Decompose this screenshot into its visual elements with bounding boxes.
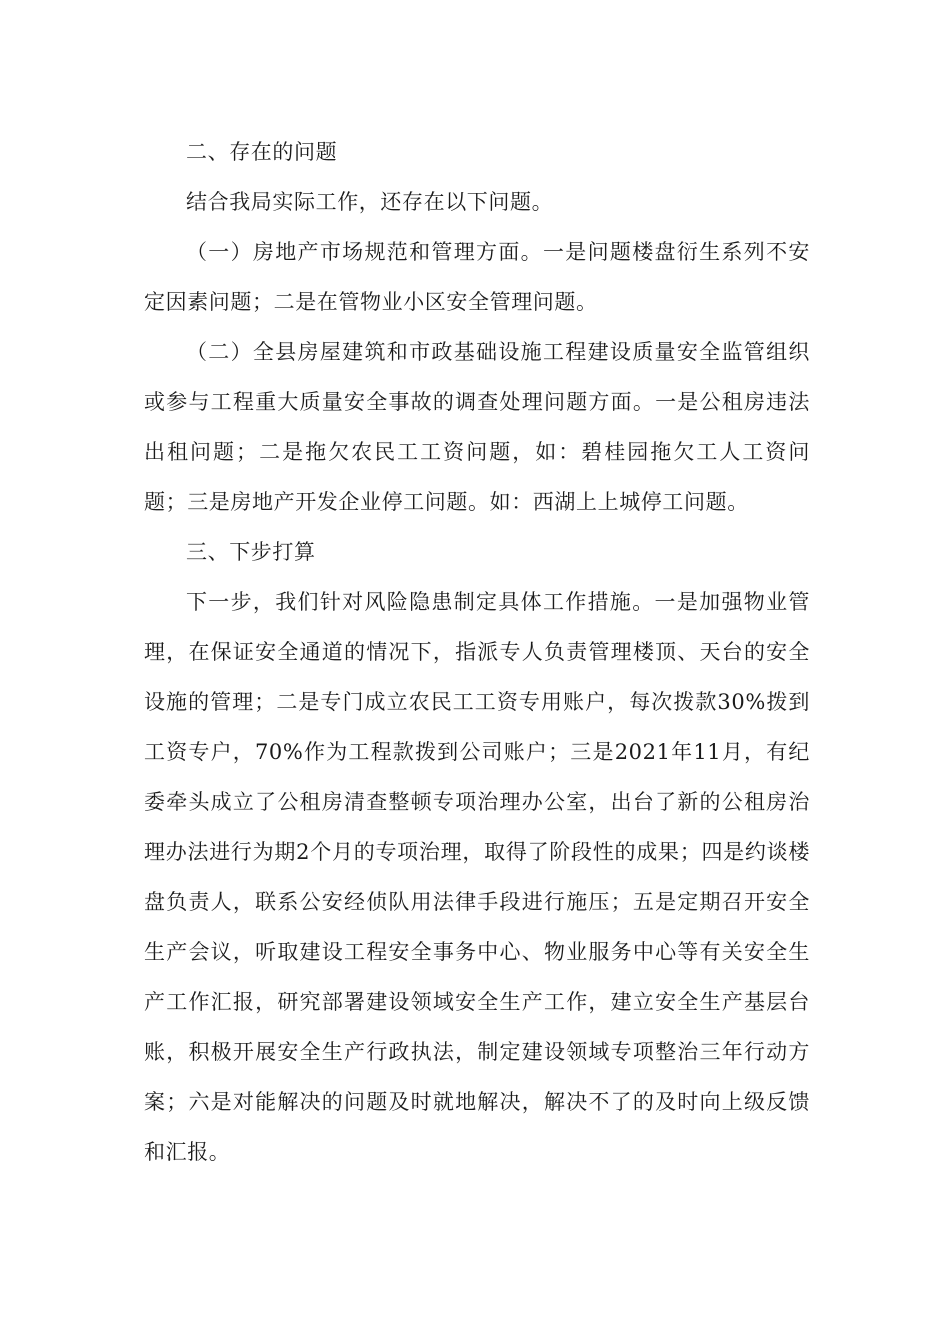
paragraph-next-steps: 下一步，我们针对风险隐患制定具体工作措施。一是加强物业管理，在保证安全通道的情况下，指派专人负责管理楼顶、天台的安全设施的管理；二是专门成立农民工工资专用账户，每次拨款30%拨到工资专户，70%作为工程款拨到公司账户；三是2021年11月，有纪委牵头成立了公租房清查整顿专项治理办公室，出台了新的公租房治理办法进行为期2个月的专项治理，取得了阶段性的成果；四是约谈楼盘负责人，联系公安经侦队用法律手段进行施压；五是定期召开安全生产会议，听取建设工程安全事务中心、物业服务中心等有关安全生产工作汇报，研究部署建设领域安全生产工作，建立安全生产基层台账，积极开展安全生产行政执法，制定建设领域专项整治三年行动方案；六是对能解决的问题及时就地解决，解决不了的及时向上级反馈和汇报。 bbox=[144, 590, 810, 1164]
document-body bbox=[144, 127, 810, 1177]
paragraph-intro: 结合我局实际工作，还存在以下问题。 bbox=[186, 190, 554, 214]
paragraph-item-2: （二）全县房屋建筑和市政基础设施工程建设质量安全监管组织或参与工程重大质量安全事故的调查处理问题方面。一是公租房违法出租问题；二是拖欠农民工工资问题，如：碧桂园拖欠工人工资问题；三是房地产开发企业停工问题。如：西湖上上城停工问题。 bbox=[144, 340, 810, 514]
section-heading-next-steps: 三、下步打算 bbox=[186, 540, 316, 564]
section-heading-problems: 二、存在的问题 bbox=[186, 140, 338, 164]
paragraph-item-1: （一）房地产市场规范和管理方面。一是问题楼盘衍生系列不安定因素问题；二是在管物业小区安全管理问题。 bbox=[144, 240, 810, 314]
